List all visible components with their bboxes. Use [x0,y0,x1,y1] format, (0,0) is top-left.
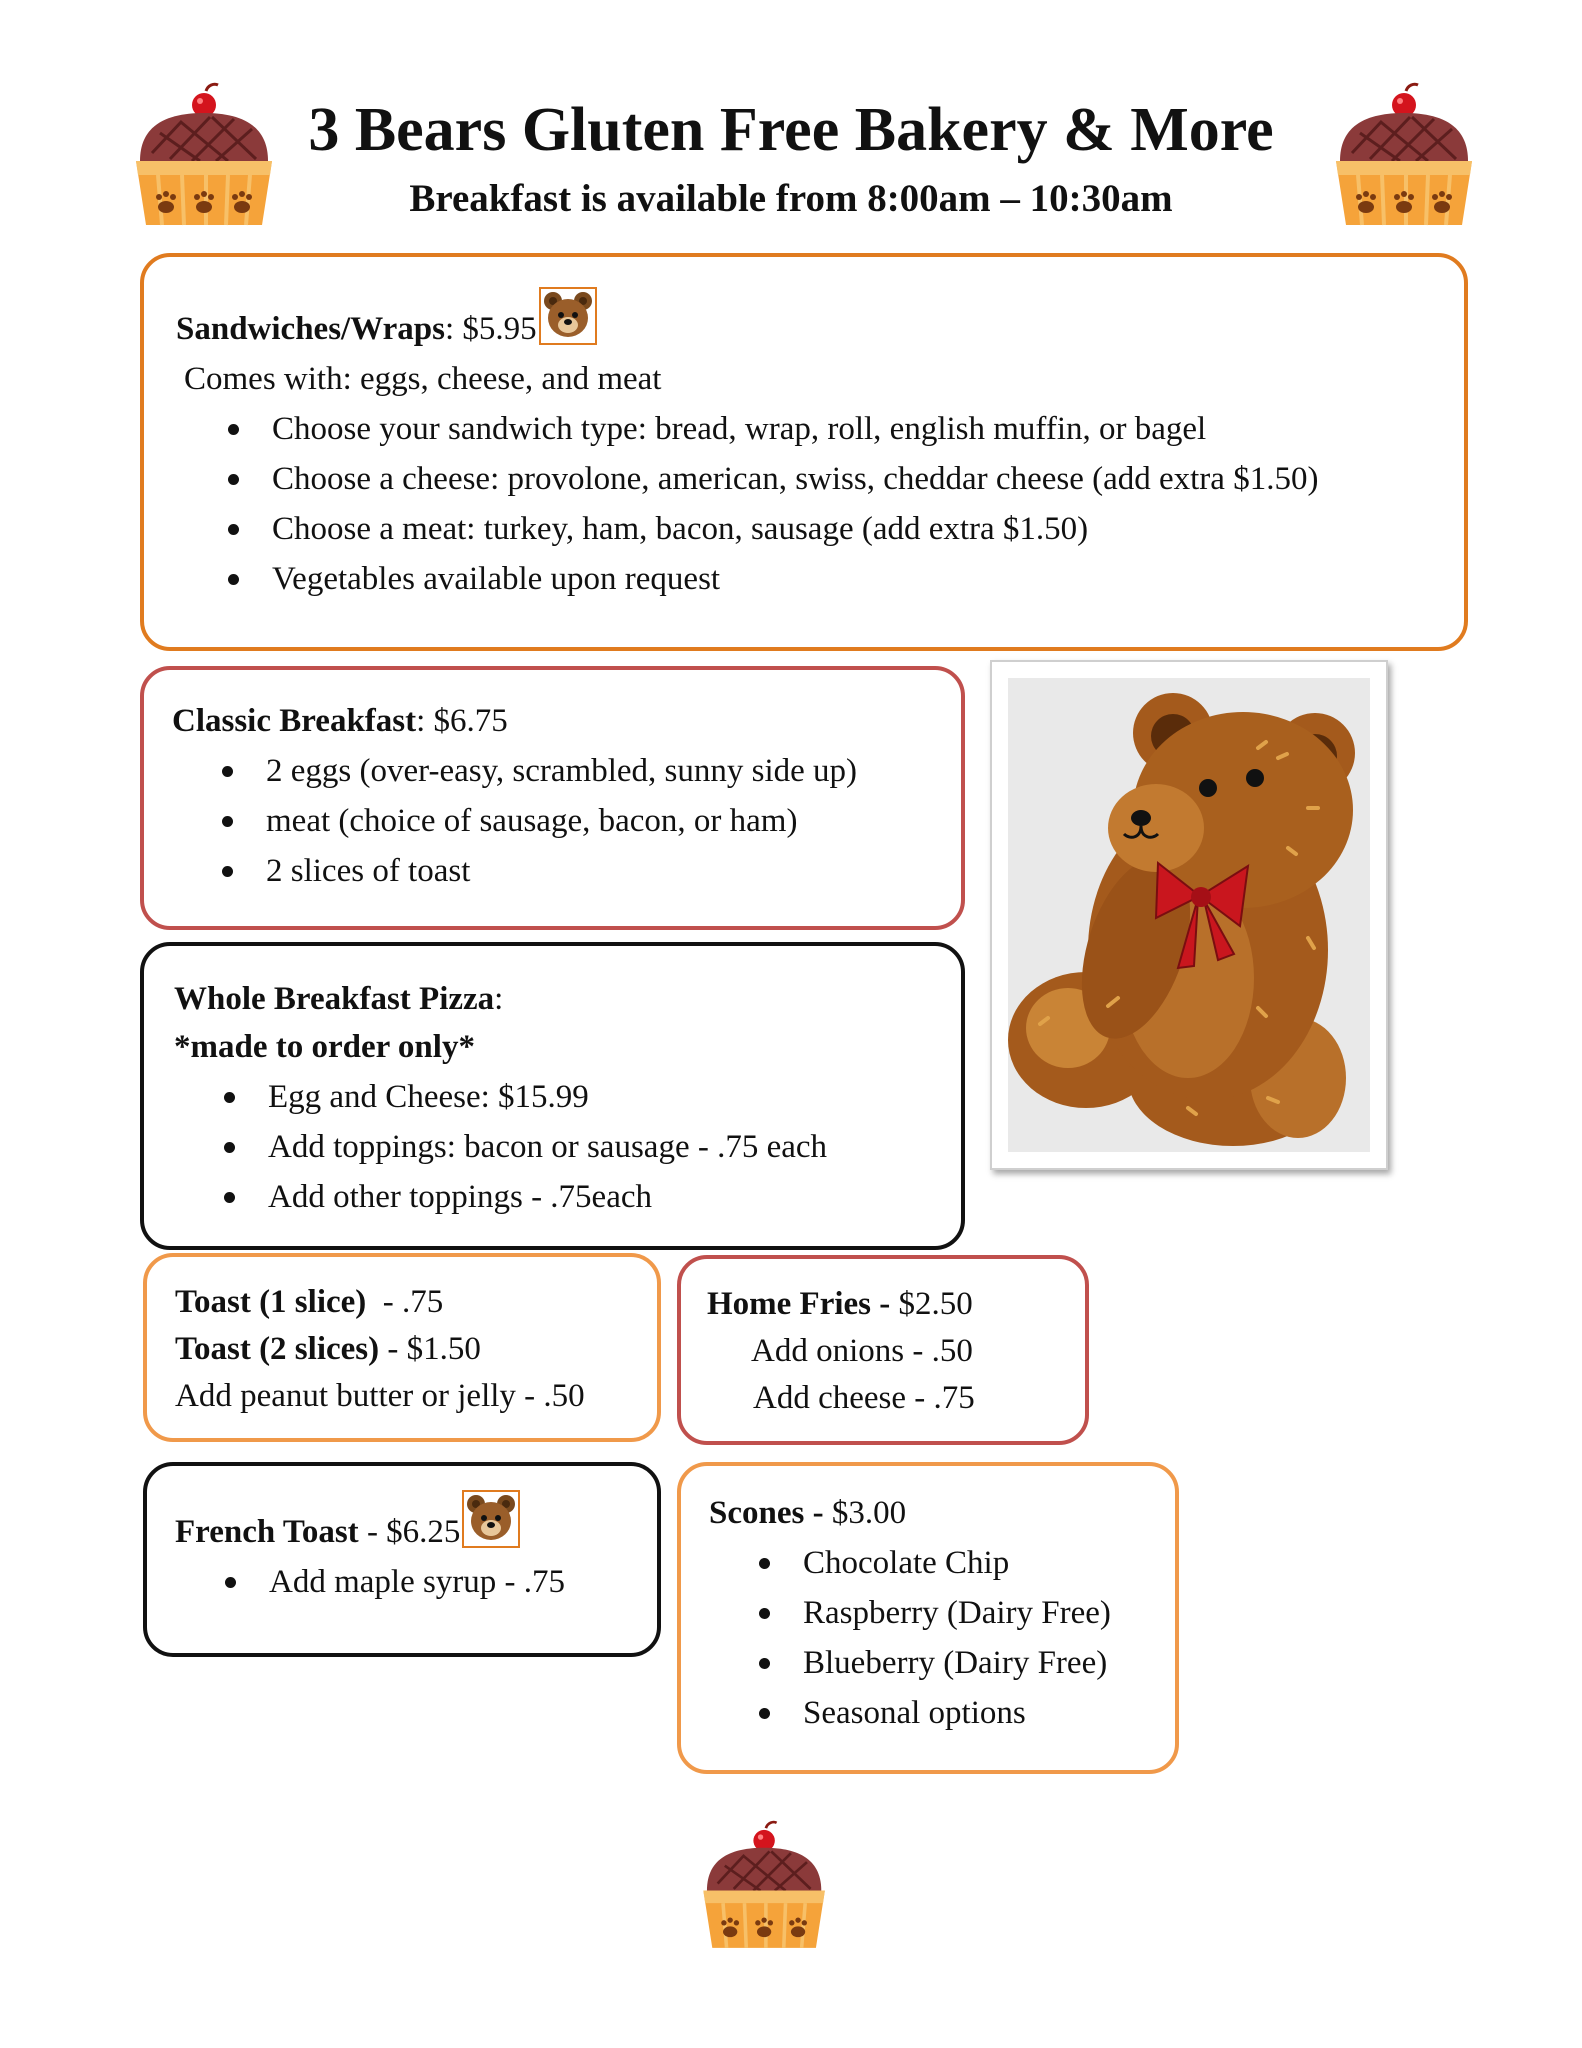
list-item: Seasonal options [803,1688,1175,1738]
list-item: Choose a cheese: provolone, american, swiss, cheddar cheese (add extra $1.50) [272,454,1464,504]
classic-name: Classic Breakfast [172,703,417,739]
toast-section [143,1253,661,1442]
toast-one-slice-name: Toast (1 slice) [175,1284,367,1320]
list-item: Choose your sandwich type: bread, wrap, roll, english muffin, or bagel [272,404,1464,454]
list-item: Add toppings: bacon or sausage - .75 each [268,1122,961,1172]
french-toast-section [143,1462,661,1657]
scones-flavors-list [709,1538,1175,1738]
toast-two-slices-name: Toast (2 slices) [175,1331,380,1367]
sandwiches-heading [176,287,1464,354]
toast-addon: Add peanut butter or jelly - .50 [175,1378,585,1414]
sandwiches-intro: Comes with: eggs, cheese, and meat [184,361,662,397]
classic-items-list [172,746,961,896]
pizza-colon: : [494,981,504,1017]
french-toast-name: French Toast [175,1514,359,1550]
french-toast-items-list [175,1557,657,1607]
toast-two-slices-price: - $1.50 [379,1331,481,1367]
scones-section [677,1462,1179,1774]
sandwiches-wraps-section [140,253,1468,651]
home-fries-name: Home Fries - [707,1286,899,1322]
bear-face-icon [462,1490,520,1548]
cupcake-icon-bottom [698,1818,832,1958]
home-fries-add-onions: Add onions - .50 [751,1333,973,1369]
scones-price: $3.00 [831,1495,907,1531]
pizza-name: Whole Breakfast Pizza [174,981,495,1017]
home-fries-heading [707,1281,1085,1328]
sandwiches-price: : $5.95 [444,311,537,347]
bear-face-icon [539,287,597,345]
classic-heading [172,696,961,746]
list-item: meat (choice of sausage, bacon, or ham) [266,796,961,846]
french-toast-price: - $6.25 [358,1514,461,1550]
pizza-note [174,1022,961,1072]
breakfast-hours: Breakfast is available from 8:00am – 10:30am [409,177,1173,220]
toast-one-slice [175,1279,657,1326]
home-fries-price: $2.50 [898,1286,973,1322]
list-item: 2 eggs (over-easy, scrambled, sunny side up) [266,746,961,796]
pizza-items-list [174,1072,961,1222]
classic-price: : $6.75 [416,703,508,739]
list-item: Vegetables available upon request [272,554,1464,604]
page-title: 3 Bears Gluten Free Bakery & More [308,96,1274,164]
toast-one-slice-price: - .75 [366,1284,444,1320]
list-item: Chocolate Chip [803,1538,1175,1588]
teddy-bear-illustration [990,660,1388,1170]
home-fries-add-cheese: Add cheese - .75 [753,1380,975,1416]
list-item: Add other toppings - .75each [268,1172,961,1222]
list-item: 2 slices of toast [266,846,961,896]
pizza-heading [174,974,961,1024]
classic-breakfast-section [140,666,965,930]
list-item: Add maple syrup - .75 [269,1557,657,1607]
list-item: Raspberry (Dairy Free) [803,1588,1175,1638]
sandwiches-options-list [176,404,1464,604]
list-item: Egg and Cheese: $15.99 [268,1072,961,1122]
scones-name: Scones - [709,1495,832,1531]
scones-heading [709,1488,1175,1538]
sandwiches-name: Sandwiches/Wraps [176,311,445,347]
teddy-bear-drawing [1008,678,1372,1154]
list-item: Choose a meat: turkey, ham, bacon, sausage (add extra $1.50) [272,504,1464,554]
pizza-note-text: *made to order only* [174,1029,475,1065]
toast-two-slices [175,1326,657,1373]
home-fries-section [677,1255,1089,1445]
french-toast-heading [175,1490,657,1557]
breakfast-pizza-section [140,942,965,1250]
list-item: Blueberry (Dairy Free) [803,1638,1175,1688]
